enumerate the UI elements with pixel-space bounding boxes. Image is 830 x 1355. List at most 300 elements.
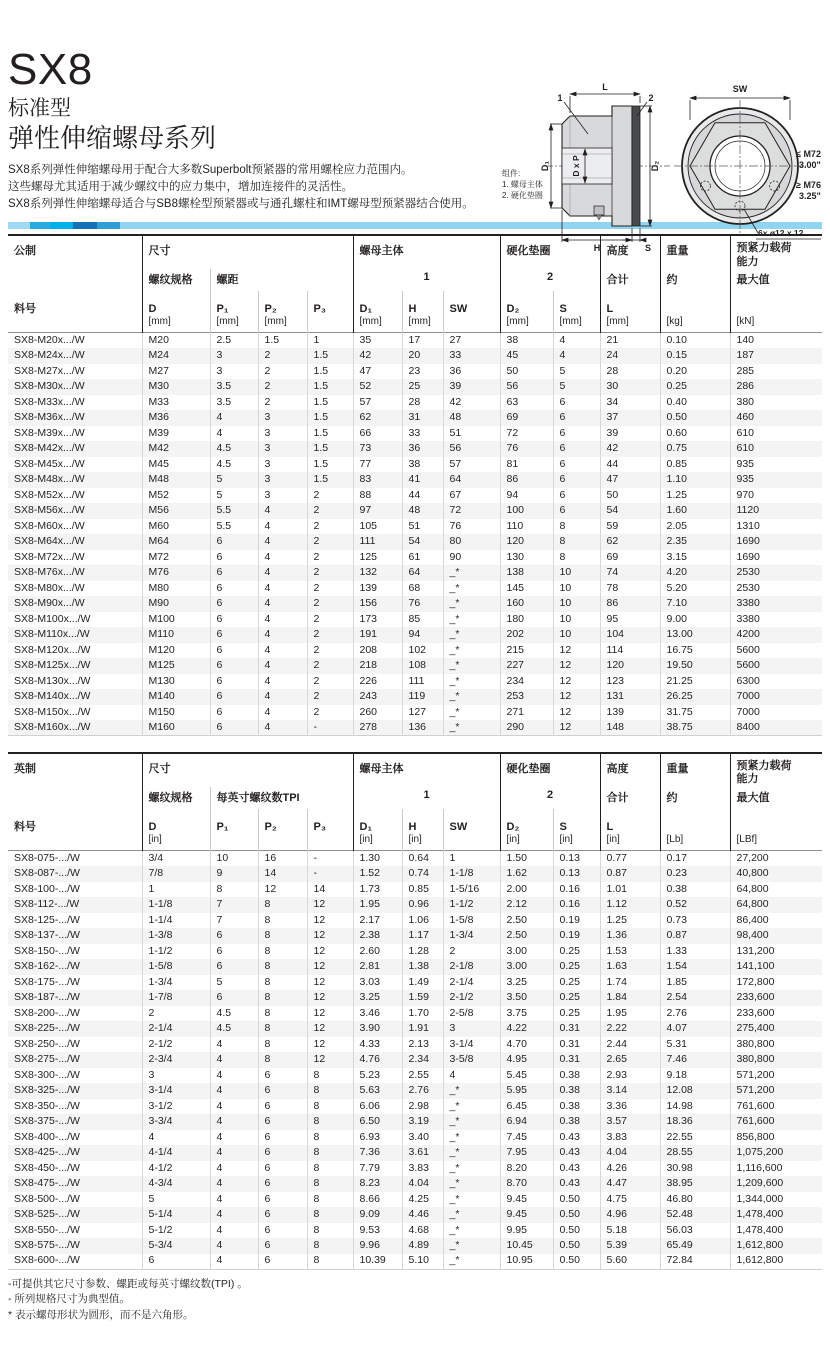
group-header-weight: 重量 xyxy=(660,753,730,786)
table-cell: 1.5 xyxy=(307,379,353,395)
table-cell: 1.5 xyxy=(307,426,353,442)
table-cell: 2 xyxy=(307,534,353,550)
table-cell: 1.25 xyxy=(600,913,660,929)
table-cell: 6 xyxy=(258,1161,307,1177)
table-cell: 2 xyxy=(307,581,353,597)
subheader-preload-max: 最大值 xyxy=(730,269,822,291)
table-cell: M30 xyxy=(142,379,210,395)
column-header: P₁ xyxy=(210,809,258,851)
table-cell: 80 xyxy=(443,534,500,550)
table-row xyxy=(8,441,822,457)
table-cell: 4 xyxy=(258,612,307,628)
table-cell: 1.74 xyxy=(600,975,660,991)
table-cell: 10.45 xyxy=(500,1238,553,1254)
table-cell: 0.16 xyxy=(553,882,600,898)
table-cell: 95 xyxy=(600,612,660,628)
table-cell: 5 xyxy=(210,975,258,991)
table-cell: 9.45 xyxy=(500,1207,553,1223)
table-row xyxy=(8,550,822,566)
metric-table xyxy=(8,234,822,736)
table-cell: _* xyxy=(443,705,500,721)
table-cell: 6 xyxy=(258,1254,307,1270)
table-cell: 1,612,800 xyxy=(730,1238,822,1254)
table-cell: 6.94 xyxy=(500,1114,553,1130)
table-cell: 8 xyxy=(307,1068,353,1084)
table-cell: 69 xyxy=(600,550,660,566)
table-cell: 0.25 xyxy=(553,1006,600,1022)
table-cell: 4.25 xyxy=(402,1192,443,1208)
table-cell: 7.45 xyxy=(500,1130,553,1146)
table-cell: 4.95 xyxy=(500,1052,553,1068)
table-cell: 12 xyxy=(553,720,600,736)
table-cell: 0.25 xyxy=(660,379,730,395)
table-cell: 12 xyxy=(307,990,353,1006)
table-cell: M160 xyxy=(142,720,210,736)
table-cell: 4 xyxy=(258,596,307,612)
table-cell: 120 xyxy=(500,534,553,550)
table-cell: 6 xyxy=(553,441,600,457)
table-cell: 31 xyxy=(402,410,443,426)
table-cell: _* xyxy=(443,643,500,659)
table-cell: 148 xyxy=(600,720,660,736)
table-cell: 3 xyxy=(142,1068,210,1084)
table-cell: M39 xyxy=(142,426,210,442)
table-cell: 2.35 xyxy=(660,534,730,550)
table-cell: 1310 xyxy=(730,519,822,535)
table-cell: _* xyxy=(443,1176,500,1192)
table-cell: _* xyxy=(443,1238,500,1254)
table-cell: 136 xyxy=(402,720,443,736)
table-cell: 0.31 xyxy=(553,1052,600,1068)
table-cell: 7.46 xyxy=(660,1052,730,1068)
table-cell: 98,400 xyxy=(730,928,822,944)
table-cell: SX8-600-.../W xyxy=(14,1254,80,1267)
table-cell: _* xyxy=(443,612,500,628)
table-cell: SX8-M125x.../W xyxy=(14,659,91,672)
table-cell: 3 xyxy=(258,410,307,426)
table-cell: 8 xyxy=(307,1161,353,1177)
table-cell: 3.50 xyxy=(500,990,553,1006)
table-cell: SX8-550-.../W xyxy=(14,1223,80,1236)
table-cell: 5600 xyxy=(730,658,822,674)
table-cell: 2.60 xyxy=(353,944,402,960)
table-cell: 57 xyxy=(443,457,500,473)
table-cell: 44 xyxy=(600,457,660,473)
table-cell: 1,612,800 xyxy=(730,1254,822,1270)
table-cell: 4 xyxy=(258,720,307,736)
table-row xyxy=(8,1114,822,1130)
table-cell: 0.38 xyxy=(553,1114,600,1130)
table-cell: 0.43 xyxy=(553,1130,600,1146)
table-cell: 10 xyxy=(553,612,600,628)
table-cell: 6 xyxy=(258,1145,307,1161)
group-header-nut-body: 螺母主体 xyxy=(353,753,500,786)
table-cell: 45 xyxy=(500,348,553,364)
table-cell: 1.36 xyxy=(600,928,660,944)
table-cell: M20 xyxy=(142,333,210,349)
table-cell: SX8-M39x.../W xyxy=(14,426,85,439)
column-header: H [in] xyxy=(402,809,443,851)
table-cell: 27 xyxy=(443,333,500,349)
callout-1: 1 xyxy=(557,93,563,103)
table-cell: 1,209,600 xyxy=(730,1176,822,1192)
table-cell: 4.68 xyxy=(402,1223,443,1239)
dim-DxP-label: D x P xyxy=(571,155,581,177)
table-cell: 64,800 xyxy=(730,882,822,898)
table-cell: 30 xyxy=(600,379,660,395)
table-cell: 191 xyxy=(353,627,402,643)
table-cell: 2 xyxy=(142,1006,210,1022)
table-cell: 4 xyxy=(210,1114,258,1130)
table-cell: 6 xyxy=(553,426,600,442)
table-cell: 86 xyxy=(600,596,660,612)
table-cell: 8 xyxy=(307,1207,353,1223)
table-cell: 1-7/8 xyxy=(142,990,210,1006)
table-cell: M130 xyxy=(142,674,210,690)
table-cell: 12 xyxy=(553,674,600,690)
table-cell: 1.10 xyxy=(660,472,730,488)
table-cell: 14 xyxy=(307,882,353,898)
table-cell: 85 xyxy=(402,612,443,628)
table-cell: 28 xyxy=(600,364,660,380)
table-cell: 7000 xyxy=(730,689,822,705)
table-cell: 12 xyxy=(553,705,600,721)
table-cell: 8 xyxy=(307,1114,353,1130)
table-cell: 4 xyxy=(210,1068,258,1084)
table-row xyxy=(8,1254,822,1270)
table-cell: 6 xyxy=(210,674,258,690)
table-cell: 12 xyxy=(307,975,353,991)
table-cell: 110 xyxy=(500,519,553,535)
table-cell: 1-3/4 xyxy=(443,928,500,944)
table-cell: 4 xyxy=(210,1207,258,1223)
table-cell: 1 xyxy=(307,333,353,349)
table-cell: 130 xyxy=(500,550,553,566)
table-cell: 1-1/4 xyxy=(142,913,210,929)
table-cell: 6 xyxy=(210,720,258,736)
table-cell: SX8-400-.../W xyxy=(14,1130,80,1143)
table-cell: 3.5 xyxy=(210,395,258,411)
table-cell: 12 xyxy=(258,882,307,898)
table-cell: 1.17 xyxy=(402,928,443,944)
table-cell: 4 xyxy=(210,1176,258,1192)
table-cell: 6 xyxy=(258,1114,307,1130)
table-cell: 0.31 xyxy=(553,1037,600,1053)
column-header: [Lb] xyxy=(660,809,730,851)
table-cell: _* xyxy=(443,674,500,690)
table-cell: 4 xyxy=(210,1145,258,1161)
table-cell: 1 xyxy=(142,882,210,898)
table-cell: 0.50 xyxy=(553,1192,600,1208)
table-row xyxy=(8,689,822,705)
table-cell: 64,800 xyxy=(730,897,822,913)
table-cell: 138 xyxy=(500,565,553,581)
table-cell: 2 xyxy=(307,658,353,674)
table-cell: 215 xyxy=(500,643,553,659)
table-cell: 4 xyxy=(210,1083,258,1099)
table-cell: 2 xyxy=(258,395,307,411)
table-cell: 8 xyxy=(258,913,307,929)
dim-L-label: L xyxy=(602,82,608,92)
table-cell: 0.31 xyxy=(553,1021,600,1037)
table-cell: 0.38 xyxy=(553,1099,600,1115)
table-cell: 0.19 xyxy=(553,913,600,929)
table-cell: 48 xyxy=(402,503,443,519)
table-cell: 12 xyxy=(307,1052,353,1068)
subheader-weight-approx: 约 xyxy=(660,269,730,291)
table-cell: 4.47 xyxy=(600,1176,660,1192)
table-cell: 1.12 xyxy=(600,897,660,913)
table-cell: 2.50 xyxy=(500,928,553,944)
table-cell: 34 xyxy=(600,395,660,411)
table-cell: 9.95 xyxy=(500,1223,553,1239)
table-cell: _* xyxy=(443,1254,500,1270)
table-row xyxy=(8,1238,822,1254)
table-cell: 3.83 xyxy=(402,1161,443,1177)
table-cell: 72.84 xyxy=(660,1254,730,1270)
table-cell: 2 xyxy=(258,364,307,380)
table-cell: 20 xyxy=(402,348,443,364)
table-cell: SX8-M36x.../W xyxy=(14,411,85,424)
table-row xyxy=(8,379,822,395)
table-cell: 6 xyxy=(553,503,600,519)
table-cell: 571,200 xyxy=(730,1083,822,1099)
subheader-height-total: 合计 xyxy=(600,787,660,809)
components-title: 组件: xyxy=(502,169,521,178)
table-cell: 4 xyxy=(210,1223,258,1239)
table-cell: 76 xyxy=(500,441,553,457)
table-cell: 12 xyxy=(307,897,353,913)
table-cell: 2.55 xyxy=(402,1068,443,1084)
table-cell: 6 xyxy=(553,488,600,504)
table-cell: M56 xyxy=(142,503,210,519)
subheader-nut-ref: 1 xyxy=(353,787,500,809)
accent-bar-segment xyxy=(73,222,97,229)
table-cell: 0.25 xyxy=(553,990,600,1006)
group-header-weight: 重量 xyxy=(660,235,730,268)
table-cell: 3 xyxy=(443,1021,500,1037)
table-cell: 1.70 xyxy=(402,1006,443,1022)
table-cell: 6 xyxy=(553,457,600,473)
table-cell: 271 xyxy=(500,705,553,721)
table-cell: 51 xyxy=(402,519,443,535)
column-header: S [in] xyxy=(553,809,600,851)
subheader-weight-approx: 约 xyxy=(660,787,730,809)
round-limit-imperial: 3.25" xyxy=(799,191,821,201)
table-cell: 2.93 xyxy=(600,1068,660,1084)
table-cell: 10 xyxy=(553,565,600,581)
table-cell: 12 xyxy=(307,928,353,944)
table-cell: 12.08 xyxy=(660,1083,730,1099)
table-cell: 8 xyxy=(258,975,307,991)
table-cell: 5.60 xyxy=(600,1254,660,1270)
table-cell: SX8-M30x.../W xyxy=(14,380,85,393)
table-cell: 1.01 xyxy=(600,882,660,898)
table-cell: 8 xyxy=(553,550,600,566)
table-cell: 64 xyxy=(402,565,443,581)
table-row xyxy=(8,897,822,913)
table-cell: 0.60 xyxy=(660,426,730,442)
table-cell: 25 xyxy=(402,379,443,395)
table-cell: SX8-300-.../W xyxy=(14,1068,80,1081)
table-cell: SX8-M72x.../W xyxy=(14,550,85,563)
table-cell: 2.5 xyxy=(210,333,258,349)
table-cell: 0.13 xyxy=(553,851,600,867)
table-cell: 2 xyxy=(307,705,353,721)
page-subtitle-series: 弹性伸缩螺母系列 xyxy=(8,123,217,154)
table-cell: 56 xyxy=(500,379,553,395)
table-cell: SX8-M20x.../W xyxy=(14,333,85,346)
table-cell: 6 xyxy=(210,705,258,721)
table-cell: 8 xyxy=(258,959,307,975)
column-header: [LBf] xyxy=(730,809,822,851)
table-cell: 10.39 xyxy=(353,1254,402,1270)
table-cell: 38 xyxy=(402,457,443,473)
table-cell: 5-1/2 xyxy=(142,1223,210,1239)
table-cell: 1.5 xyxy=(307,364,353,380)
table-cell: 4 xyxy=(210,410,258,426)
table-cell: 59 xyxy=(600,519,660,535)
table-cell: 6 xyxy=(210,959,258,975)
table-cell: _* xyxy=(443,1192,500,1208)
table-row xyxy=(8,364,822,380)
table-cell: SX8-M48x.../W xyxy=(14,473,85,486)
subheader-washer-ref: 2 xyxy=(500,269,600,291)
table-cell: 1.52 xyxy=(353,866,402,882)
set-screw xyxy=(594,206,604,215)
table-cell: 173 xyxy=(353,612,402,628)
table-cell: 105 xyxy=(353,519,402,535)
table-cell: 2-1/2 xyxy=(443,990,500,1006)
table-cell: 0.50 xyxy=(553,1238,600,1254)
table-cell: 6 xyxy=(258,1238,307,1254)
table-row xyxy=(8,1145,822,1161)
table-cell: 10 xyxy=(553,581,600,597)
table-cell: 8 xyxy=(307,1083,353,1099)
table-cell: 5600 xyxy=(730,643,822,659)
table-cell: 6300 xyxy=(730,674,822,690)
table-cell: 66 xyxy=(353,426,402,442)
group-header-height: 高度 xyxy=(600,753,660,786)
table-row xyxy=(8,565,822,581)
table-cell: 9.53 xyxy=(353,1223,402,1239)
table-cell: 5 xyxy=(210,472,258,488)
column-header: 料号 xyxy=(14,303,36,316)
table-cell: 380,800 xyxy=(730,1052,822,1068)
table-cell: 123 xyxy=(600,674,660,690)
table-cell: 0.96 xyxy=(402,897,443,913)
table-cell: 2.81 xyxy=(353,959,402,975)
column-header: SW xyxy=(443,291,500,333)
table-cell: 4 xyxy=(258,519,307,535)
table-cell: 4 xyxy=(553,333,600,349)
table-cell: 4.04 xyxy=(402,1176,443,1192)
table-row xyxy=(8,658,822,674)
table-cell: 0.43 xyxy=(553,1145,600,1161)
table-cell: 4.70 xyxy=(500,1037,553,1053)
table-cell: 6 xyxy=(210,658,258,674)
table-cell: 4 xyxy=(258,658,307,674)
table-cell: 0.20 xyxy=(660,364,730,380)
description-line: SX8系列弹性伸缩螺母用于配合大多数Superbolt预紧器的常用螺栓应力范围内。 xyxy=(8,164,413,177)
table-cell: 139 xyxy=(600,705,660,721)
table-cell: 42 xyxy=(443,395,500,411)
table-cell: 2 xyxy=(307,612,353,628)
table-cell: 4 xyxy=(142,1130,210,1146)
table-cell: 5.45 xyxy=(500,1068,553,1084)
table-cell: 4 xyxy=(258,581,307,597)
table-cell: _* xyxy=(443,581,500,597)
table-cell: 90 xyxy=(443,550,500,566)
table-cell: M64 xyxy=(142,534,210,550)
table-cell: 571,200 xyxy=(730,1068,822,1084)
table-row xyxy=(8,519,822,535)
table-row xyxy=(8,705,822,721)
table-row xyxy=(8,627,822,643)
table-row xyxy=(8,1176,822,1192)
table-cell: 19.50 xyxy=(660,658,730,674)
table-cell: 0.74 xyxy=(402,866,443,882)
table-cell: 1.49 xyxy=(402,975,443,991)
table-cell: _* xyxy=(443,565,500,581)
table-cell: 57 xyxy=(353,395,402,411)
table-cell: 5-3/4 xyxy=(142,1238,210,1254)
table-row xyxy=(8,720,822,736)
table-cell: 5.95 xyxy=(500,1083,553,1099)
table-cell: 8 xyxy=(307,1145,353,1161)
table-row xyxy=(8,851,822,867)
subheader-thread-spec: 螺纹规格 xyxy=(142,269,210,291)
table-cell: - xyxy=(307,851,353,867)
table-cell: 6 xyxy=(258,1083,307,1099)
table-cell: 36 xyxy=(402,441,443,457)
table-cell: 47 xyxy=(600,472,660,488)
table-row xyxy=(8,333,822,349)
table-cell: 8 xyxy=(258,897,307,913)
subheader-tpi: 每英寸螺纹数TPI xyxy=(210,787,353,809)
component-1-label: 1. 螺母主体 xyxy=(502,180,543,189)
table-cell: 1,075,200 xyxy=(730,1145,822,1161)
table-cell: 5 xyxy=(553,364,600,380)
table-cell: SX8-375-.../W xyxy=(14,1115,80,1128)
table-cell: 5-1/4 xyxy=(142,1207,210,1223)
table-cell: 10 xyxy=(553,627,600,643)
table-cell: 2.13 xyxy=(402,1037,443,1053)
table-cell: 35 xyxy=(353,333,402,349)
table-cell: 1-3/8 xyxy=(142,928,210,944)
table-cell: 1-5/16 xyxy=(443,882,500,898)
table-row xyxy=(8,1083,822,1099)
table-cell: 5 xyxy=(553,379,600,395)
table-cell: 4 xyxy=(210,1161,258,1177)
table-cell: 94 xyxy=(500,488,553,504)
table-cell: SX8-325-.../W xyxy=(14,1084,80,1097)
table-cell: 1 xyxy=(443,851,500,867)
table-cell: 4.04 xyxy=(600,1145,660,1161)
table-cell: 0.87 xyxy=(660,928,730,944)
table-cell: 160 xyxy=(500,596,553,612)
table-cell: 12 xyxy=(307,1021,353,1037)
table-cell: 7.36 xyxy=(353,1145,402,1161)
table-cell: 3.5 xyxy=(210,379,258,395)
table-cell: 4-3/4 xyxy=(142,1176,210,1192)
table-cell: SX8-475-.../W xyxy=(14,1177,80,1190)
table-cell: 4 xyxy=(258,674,307,690)
table-cell: 14 xyxy=(258,866,307,882)
table-cell: 243 xyxy=(353,689,402,705)
table-cell: 3.14 xyxy=(600,1083,660,1099)
table-cell: 38.95 xyxy=(660,1176,730,1192)
